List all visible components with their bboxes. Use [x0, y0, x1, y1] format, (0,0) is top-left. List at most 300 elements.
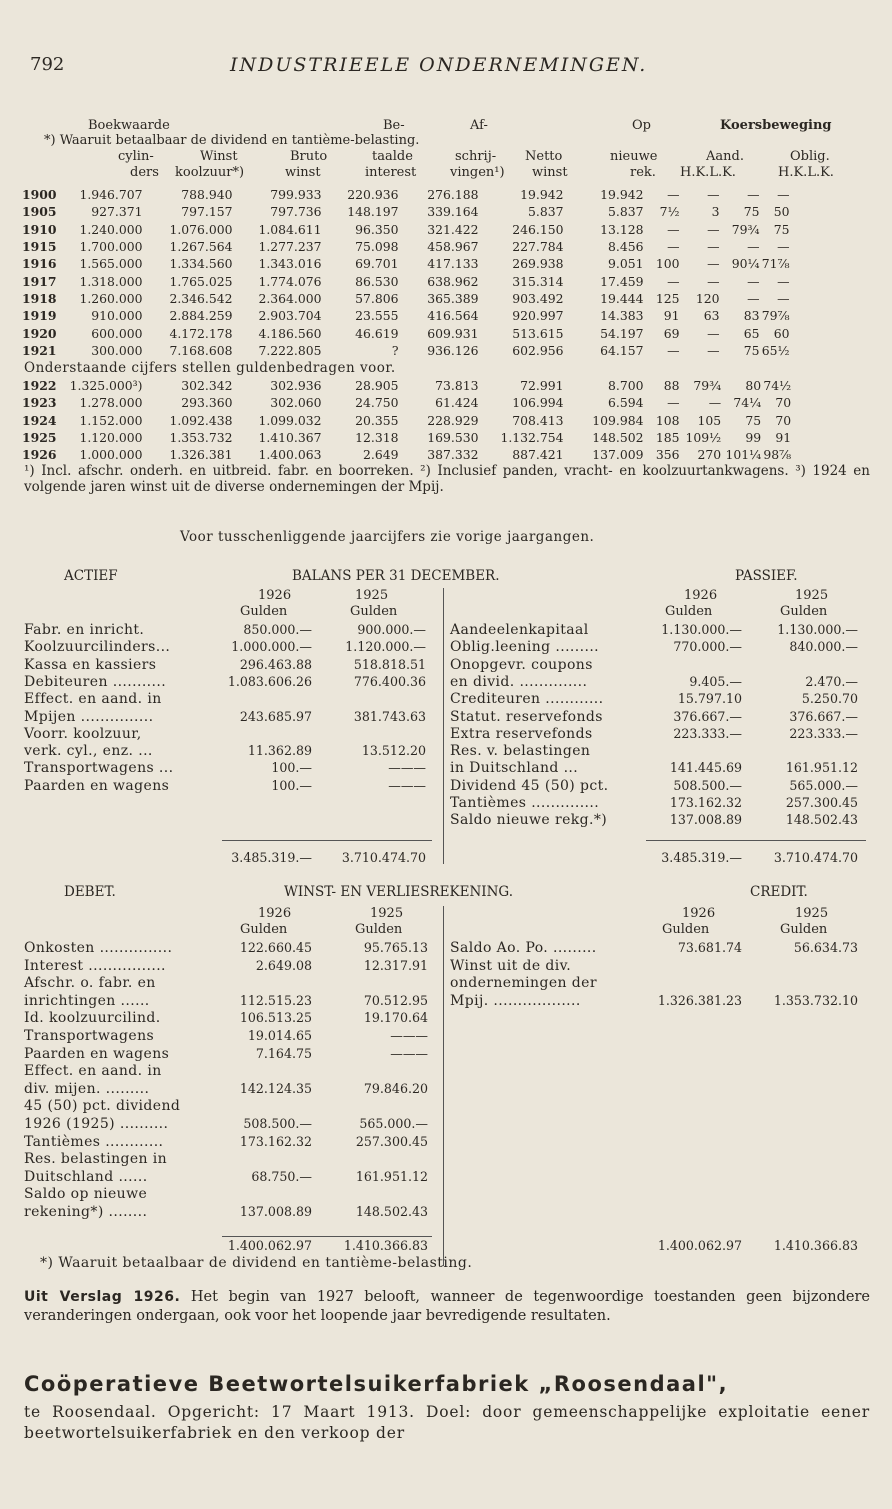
value-cell: 1.260.000 — [79, 290, 143, 306]
ledger-label: Afschr. o. fabr. en — [24, 975, 156, 992]
hdr-op: Op — [632, 118, 651, 133]
ledger-value: 11.362.89 — [247, 743, 312, 759]
koers-cell: 74½ — [763, 378, 792, 394]
table-row — [22, 186, 790, 203]
table-row — [22, 272, 790, 289]
value-cell: 4.172.178 — [169, 325, 233, 341]
ledger-label: Aandeelenkapitaal — [450, 622, 589, 638]
ledger-value: 1.120.000.— — [345, 639, 426, 655]
ledger-label: Onkosten ............... — [24, 940, 173, 956]
koers-table-guldens — [22, 377, 791, 463]
year-cell: 1916 — [22, 256, 57, 272]
koers-cell: 65½ — [761, 342, 790, 358]
winst-unit-d2: Gulden — [355, 922, 403, 937]
value-cell: 2.884.259 — [169, 308, 233, 324]
value-cell: 246.150 — [512, 221, 564, 237]
winst-total-d2: 1.410.366.83 — [343, 1238, 428, 1253]
ledger-value: 9.405.— — [689, 673, 742, 689]
value-cell: 61.424 — [435, 395, 479, 411]
value-cell: 8.456 — [608, 239, 644, 255]
value-cell: 1.334.560 — [169, 256, 233, 272]
value-cell: 148.197 — [347, 204, 399, 220]
koers-cell: — — [707, 273, 720, 289]
value-cell: 57.806 — [355, 290, 399, 306]
value-cell: 458.967 — [427, 239, 479, 255]
ledger-value: 70.512.95 — [363, 992, 428, 1008]
value-cell: 86.530 — [355, 273, 399, 289]
koers-cell: 91 — [663, 308, 680, 324]
koers-cell: 7½ — [659, 204, 680, 220]
ledger-label: Saldo op nieuwe — [24, 1186, 148, 1203]
value-cell: 54.197 — [600, 325, 644, 341]
ledger-value: 112.515.23 — [239, 992, 312, 1008]
balans-year-p2: 1925 — [795, 588, 829, 603]
ledger-label: Koolzuurcilinders... — [24, 639, 171, 656]
value-cell: 797.736 — [270, 204, 322, 220]
ledger-label: Fabr. en inricht. — [24, 622, 145, 638]
value-cell: 14.383 — [600, 308, 644, 324]
year-cell: 1922 — [22, 378, 57, 394]
value-cell: 137.009 — [592, 447, 644, 463]
winst-unit-c1: Gulden — [662, 922, 710, 937]
koers-cell: 120 — [695, 290, 720, 306]
koers-table — [22, 186, 790, 359]
koers-cell: 65 — [743, 325, 760, 341]
ledger-value: 2.470.— — [805, 673, 858, 689]
koers-cell: — — [747, 187, 760, 203]
ledger-label: Kassa en kassiers — [24, 656, 157, 673]
koers-cell: — — [777, 273, 790, 289]
ledger-label: Res. v. belastingen — [450, 743, 591, 760]
table-row — [22, 238, 790, 255]
ledger-value: 776.400.36 — [353, 673, 426, 689]
koers-footnote: ¹) Incl. afschr. onderh. en uitbreid. fabr. en boorreken. ²) Inclusief panden, vracht- en koolzuurtankwagens. ³) 1924 en volgende jaren winst uit de diverse ondernemingen der Mpij. — [24, 463, 870, 495]
year-cell: 1900 — [22, 187, 57, 203]
value-cell: 17.459 — [600, 273, 644, 289]
table-row — [22, 255, 790, 272]
hdr2-taalde: taalde — [372, 149, 413, 164]
hdr3-hklk-aand: H.K.L.K. — [680, 165, 736, 180]
koers-cell: 70 — [775, 395, 792, 411]
value-cell: 72.991 — [520, 378, 564, 394]
ledger-value: 137.008.89 — [239, 1204, 312, 1219]
value-cell: 106.994 — [512, 395, 564, 411]
value-cell: 1.152.000 — [79, 412, 143, 428]
koers-cell: — — [667, 187, 680, 203]
ledger-value: 161.951.12 — [355, 1168, 428, 1184]
year-cell: 1926 — [22, 447, 57, 463]
ledger-value: 100.— — [271, 777, 312, 793]
ledger-value: 173.162.32 — [669, 795, 742, 810]
ledger-label: Crediteuren ............ — [450, 691, 604, 708]
ledger-label: Mpij. .................. — [450, 992, 581, 1009]
value-cell: 600.000 — [91, 325, 143, 341]
page-number: 792 — [30, 54, 65, 75]
ledger-label: inrichtingen ...... — [24, 992, 150, 1009]
year-cell: 1905 — [22, 204, 57, 220]
winst-year-d2: 1925 — [370, 906, 404, 921]
balans-rule-left — [222, 840, 432, 841]
value-cell: 46.619 — [355, 325, 399, 341]
ledger-label: verk. cyl., enz. ... — [24, 743, 153, 760]
value-cell: 2.649 — [363, 447, 399, 463]
ledger-label: 1926 (1925) .......... — [24, 1116, 169, 1132]
hdr2-cylin: cylin- — [118, 149, 154, 164]
value-cell: 1.278.000 — [79, 395, 143, 411]
value-cell: 1.565.000 — [79, 256, 143, 272]
ledger-label: en divid. .............. — [450, 673, 588, 690]
ledger-value: 173.162.32 — [239, 1133, 312, 1149]
koers-cell: — — [747, 273, 760, 289]
value-cell: 19.942 — [600, 187, 644, 203]
value-cell: 1.700.000 — [79, 239, 143, 255]
ledger-label: Statut. reservefonds — [450, 708, 603, 725]
koers-cell: 63 — [703, 308, 720, 324]
ledger-value: 122.660.45 — [239, 940, 312, 955]
value-cell: 5.837 — [528, 204, 564, 220]
center-note: Voor tusschenliggende jaarcijfers zie vorige jaargangen. — [180, 529, 595, 545]
ledger-value: 508.500.— — [673, 777, 742, 793]
value-cell: 1.353.732 — [169, 430, 233, 446]
value-cell: 69.701 — [355, 256, 399, 272]
ledger-value: 137.008.89 — [669, 812, 742, 828]
koers-cell: 108 — [655, 412, 680, 428]
hdr2-winst: Winst — [200, 149, 238, 164]
ledger-value: 12.317.91 — [363, 957, 428, 973]
value-cell: 321.422 — [427, 221, 479, 237]
year-cell: 1925 — [22, 430, 57, 446]
value-cell: 910.000 — [91, 308, 143, 324]
value-cell: 24.750 — [355, 395, 399, 411]
year-cell: 1923 — [22, 395, 57, 411]
value-cell: 936.126 — [427, 342, 479, 358]
hdr3-koolzuur: koolzuur*) — [175, 165, 245, 180]
ledger-label: rekening*) ........ — [24, 1204, 148, 1220]
koers-cell: 270 — [697, 447, 722, 463]
koers-cell: — — [667, 221, 680, 237]
value-cell: 302.060 — [270, 395, 322, 411]
value-cell: 602.956 — [512, 342, 564, 358]
balans-divider — [443, 588, 444, 864]
value-cell: 276.188 — [427, 187, 479, 203]
value-cell: 227.784 — [512, 239, 564, 255]
koers-cell: — — [747, 290, 760, 306]
value-cell: 387.332 — [427, 447, 479, 463]
hdr-be: Be- — [383, 118, 405, 133]
value-cell: 12.318 — [355, 430, 399, 446]
ledger-value: 223.333.— — [789, 725, 858, 741]
ledger-label: in Duitschland ... — [450, 760, 579, 777]
ledger-value: 850.000.— — [243, 622, 312, 637]
value-cell: 1.267.564 — [169, 239, 233, 255]
value-cell: 788.940 — [181, 187, 233, 203]
ledger-value: 13.512.20 — [361, 743, 426, 759]
value-cell: 7.168.608 — [169, 342, 233, 358]
ledger-value: 1.000.000.— — [231, 639, 312, 655]
value-cell: 2.346.542 — [169, 290, 233, 306]
ledger-value: ——— — [390, 1045, 428, 1061]
running-title: INDUSTRIEELE ONDERNEMINGEN. — [230, 54, 648, 76]
ledger-label: Duitschland ...... — [24, 1168, 148, 1185]
koers-cell: — — [777, 187, 790, 203]
company-heading: Coöperatieve Beetwortelsuikerfabriek „Roosendaal", — [24, 1372, 729, 1396]
hdr-af: Af- — [470, 118, 488, 133]
ledger-label: Tantièmes ............ — [24, 1133, 164, 1150]
value-cell: 638.962 — [427, 273, 479, 289]
koers-cell: — — [667, 395, 680, 411]
value-cell: 300.000 — [91, 342, 143, 358]
hdr3-interest: interest — [365, 165, 417, 180]
value-cell: 1.946.707 — [79, 187, 143, 203]
ledger-label: Effect. en aand. in — [24, 691, 162, 708]
table-row — [22, 429, 791, 446]
value-cell: 927.371 — [91, 204, 143, 220]
value-cell: 1.240.000 — [79, 221, 143, 237]
balans-unit-p2: Gulden — [780, 604, 828, 619]
value-cell: 903.492 — [512, 290, 564, 306]
ledger-label: 45 (50) pct. dividend — [24, 1098, 181, 1115]
hdr2-netto: Netto — [525, 149, 563, 164]
koers-cell: — — [707, 342, 720, 358]
koers-cell: 100 — [655, 256, 680, 272]
ledger-label: Winst uit de div. — [450, 957, 572, 974]
hdr3-ders: ders — [130, 165, 159, 180]
ledger-value: 257.300.45 — [355, 1133, 428, 1149]
koers-cell: 185 — [655, 430, 680, 446]
table-row — [22, 342, 790, 359]
koers-cell: — — [667, 342, 680, 358]
verslag-paragraph — [24, 1288, 870, 1326]
koers-cell: 109½ — [685, 430, 722, 446]
ledger-label: Res. belastingen in — [24, 1151, 168, 1168]
koers-cell: 3 — [711, 204, 720, 220]
value-cell: 293.360 — [181, 395, 233, 411]
value-cell: 1.099.032 — [258, 412, 322, 428]
koers-cell: 90¼ — [731, 256, 760, 272]
hdr2-aand: Aand. — [706, 149, 744, 164]
value-cell: 20.355 — [355, 412, 399, 428]
hdr3-vingen: vingen¹) — [450, 165, 505, 180]
value-cell: 1.076.000 — [169, 221, 233, 237]
ledger-label: Mpijen ............... — [24, 708, 154, 725]
value-cell: 708.413 — [512, 412, 564, 428]
koers-cell: — — [747, 239, 760, 255]
value-cell: 19.942 — [520, 187, 564, 203]
verslag-lead: Uit Verslag 1926. — [24, 1289, 181, 1305]
balans-unit-a2: Gulden — [350, 604, 398, 619]
ledger-value: 15.797.10 — [677, 691, 742, 707]
koers-cell: — — [777, 290, 790, 306]
value-cell: 220.936 — [347, 187, 399, 203]
ledger-label: Paarden en wagens — [24, 1045, 170, 1062]
koers-cell: 70 — [775, 412, 792, 428]
ledger-value: 1.326.381.23 — [657, 992, 742, 1008]
ledger-value: 1.353.732.10 — [773, 992, 858, 1008]
value-cell: 2.903.704 — [258, 308, 322, 324]
year-cell: 1910 — [22, 221, 57, 237]
hdr-note: *) Waaruit betaalbaar de dividend en tantième-belasting. — [44, 133, 420, 148]
koers-cell: 71⅞ — [761, 256, 790, 272]
value-cell: 1.765.025 — [169, 273, 233, 289]
ledger-value: 770.000.— — [673, 639, 742, 655]
ledger-value: 5.250.70 — [801, 691, 858, 707]
balans-actief-title: ACTIEF — [64, 568, 118, 584]
ledger-label: Voorr. koolzuur, — [24, 725, 142, 742]
winst-total-c1: 1.400.062.97 — [657, 1238, 742, 1253]
value-cell: 1.318.000 — [79, 273, 143, 289]
winst-unit-d1: Gulden — [240, 922, 288, 937]
koers-cell: 75 — [743, 204, 760, 220]
ledger-value: ——— — [388, 777, 426, 793]
ledger-value: 518.818.51 — [353, 656, 426, 672]
ledger-value: 376.667.— — [789, 708, 858, 724]
ledger-value: 56.634.73 — [793, 940, 858, 955]
koers-cell: 101¼ — [725, 447, 762, 463]
ledger-value: 257.300.45 — [785, 795, 858, 810]
table-row — [22, 324, 790, 341]
value-cell: 1.400.063 — [258, 447, 322, 463]
ledger-value: 142.124.35 — [239, 1080, 312, 1096]
value-cell: 8.700 — [608, 378, 644, 394]
koers-cell: — — [708, 395, 722, 411]
koers-cell: 125 — [655, 290, 680, 306]
ledger-value: 840.000.— — [789, 639, 858, 655]
winst-rule-left — [222, 1236, 432, 1237]
koers-cell: — — [667, 273, 680, 289]
value-cell: 513.615 — [512, 325, 564, 341]
ledger-value: ——— — [390, 1028, 428, 1043]
winst-debet-title: DEBET. — [64, 884, 116, 900]
value-cell: 148.502 — [592, 430, 644, 446]
balans-title: BALANS PER 31 DECEMBER. — [292, 568, 500, 584]
ledger-value: 900.000.— — [357, 622, 426, 637]
value-cell: 1.084.611 — [258, 221, 322, 237]
page-header — [0, 54, 892, 84]
value-cell: 6.594 — [608, 395, 644, 411]
value-cell: 302.342 — [181, 378, 233, 394]
ledger-label: Oblig.leening ......... — [450, 639, 600, 656]
table-row — [22, 412, 791, 429]
ledger-value: 2.649.08 — [255, 957, 312, 973]
koers-cell: 75 — [743, 342, 760, 358]
table-row — [22, 394, 791, 411]
ledger-label: Debiteuren ........... — [24, 673, 167, 690]
ledger-label: Paarden en wagens — [24, 777, 170, 794]
winst-total-c2: 1.410.366.83 — [773, 1238, 858, 1253]
koers-cell: 74¼ — [733, 395, 762, 411]
hdr-koersbeweging: Koersbeweging — [720, 118, 832, 133]
ledger-value: 565.000.— — [789, 777, 858, 793]
koers-cell: 99 — [745, 430, 762, 446]
hdr3-rek: rek. — [630, 165, 656, 180]
koers-cell: — — [707, 187, 720, 203]
value-cell: 315.314 — [512, 273, 564, 289]
value-cell: 1.277.237 — [258, 239, 322, 255]
year-cell: 1924 — [22, 412, 57, 428]
value-cell: 1.774.076 — [258, 273, 322, 289]
value-cell: 5.837 — [608, 204, 644, 220]
ledger-label: Tantièmes .............. — [450, 795, 600, 811]
value-cell: 339.164 — [427, 204, 479, 220]
winst-year-d1: 1926 — [258, 906, 292, 921]
value-cell: 228.929 — [427, 412, 479, 428]
koers-cell: — — [707, 325, 720, 341]
koers-cell: 91 — [775, 430, 792, 446]
company-text: te Roosendaal. Opgericht: 17 Maart 1913. Doel: door gemeenschappelijke exploitatie eener beetwortelsuikerfabriek en den verkoop der — [24, 1403, 870, 1442]
ledger-value: 565.000.— — [359, 1116, 428, 1131]
winst-unit-c2: Gulden — [780, 922, 828, 937]
koers-cell: 75 — [745, 412, 762, 428]
year-cell: 1921 — [22, 342, 57, 358]
value-cell: 365.389 — [427, 290, 479, 306]
table-row — [22, 377, 791, 394]
koers-cell: 79¾ — [731, 221, 760, 237]
ledger-value: 148.502.43 — [785, 812, 858, 828]
value-cell: 2.364.000 — [258, 290, 322, 306]
koers-subnote: Onderstaande cijfers stellen guldenbedragen voor. — [24, 360, 396, 376]
balans-rule-right — [646, 840, 866, 841]
table-row — [22, 203, 790, 220]
ledger-value: 19.014.65 — [247, 1028, 312, 1043]
value-cell: ? — [391, 342, 399, 358]
winst-divider — [443, 906, 444, 1266]
table-row — [22, 446, 791, 463]
value-cell: 109.984 — [592, 412, 644, 428]
verslag-text: Het begin van 1927 belooft, wanneer de tegenwoordige toestanden geen bijzondere veranderingen ondergaan, ook voor het loopende jaar bevredigende resultaten. — [24, 1289, 871, 1324]
value-cell: 1.325.000³) — [69, 378, 143, 394]
ledger-label: Extra reservefonds — [450, 725, 593, 742]
value-cell: 1.343.016 — [258, 256, 322, 272]
ledger-value: 243.685.97 — [239, 708, 312, 724]
year-cell: 1915 — [22, 239, 57, 255]
ledger-value: 508.500.— — [243, 1116, 312, 1131]
value-cell: 13.128 — [600, 221, 644, 237]
ledger-value: 1.130.000.— — [777, 622, 858, 637]
ledger-value: 79.846.20 — [363, 1080, 428, 1096]
value-cell: 73.813 — [435, 378, 479, 394]
year-cell: 1917 — [22, 273, 57, 289]
value-cell: 1.132.754 — [500, 430, 564, 446]
ledger-value: 296.463.88 — [239, 656, 312, 672]
hdr-boekwaarde: Boekwaarde — [88, 118, 170, 133]
ledger-label: Onopgevr. coupons — [450, 656, 593, 673]
ledger-value: 106.513.25 — [239, 1010, 312, 1026]
ledger-value: 376.667.— — [673, 708, 742, 724]
balans-total-a2: 3.710.474.70 — [341, 850, 426, 865]
hdr3-winst: winst — [285, 165, 321, 180]
value-cell: 7.222.805 — [258, 342, 322, 358]
value-cell: 920.997 — [512, 308, 564, 324]
ledger-label: Effect. en aand. in — [24, 1063, 162, 1080]
koers-cell: 105 — [697, 412, 722, 428]
ledger-value: 1.083.606.26 — [227, 673, 312, 689]
balans-year-a1: 1926 — [258, 588, 292, 603]
koers-cell: 356 — [655, 447, 680, 463]
koers-cell: 80 — [745, 378, 762, 394]
ledger-value: 1.130.000.— — [661, 622, 742, 637]
value-cell: 19.444 — [600, 290, 644, 306]
balans-total-a1: 3.485.319.— — [231, 850, 312, 865]
ledger-value: 19.170.64 — [363, 1010, 428, 1026]
value-cell: 1.410.367 — [258, 430, 322, 446]
koers-cell: 79⅞ — [761, 308, 790, 324]
value-cell: 302.936 — [270, 378, 322, 394]
value-cell: 797.157 — [181, 204, 233, 220]
koers-cell: — — [667, 239, 680, 255]
ledger-value: 7.164.75 — [255, 1045, 312, 1061]
year-cell: 1918 — [22, 290, 57, 306]
value-cell: 64.157 — [600, 342, 644, 358]
